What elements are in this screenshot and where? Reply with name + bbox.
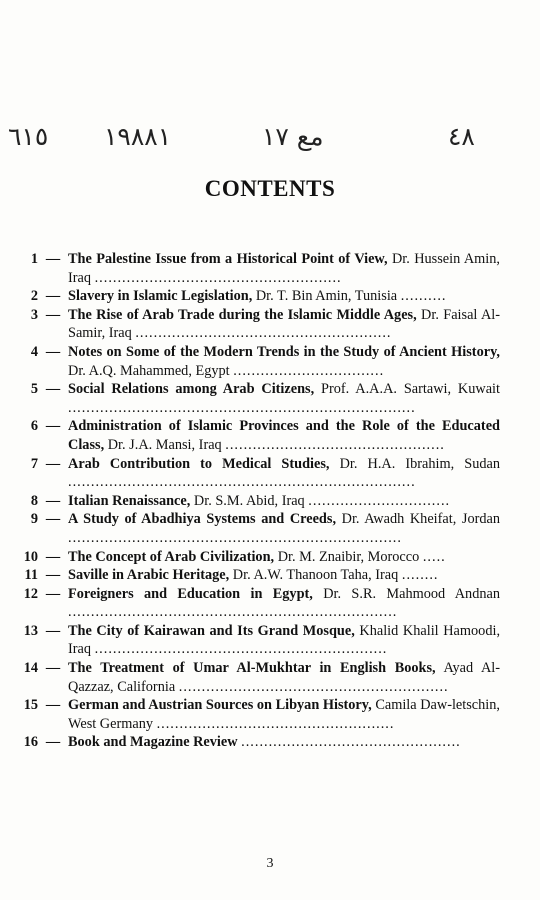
handwritten-mark-1: ٦١٥	[8, 122, 49, 151]
entry-title: Notes on Some of the Modern Trends in the Study of Ancient History,	[68, 343, 500, 360]
toc-entry	[14, 659, 500, 696]
page-number: 3	[266, 856, 274, 871]
entry-text	[68, 566, 500, 585]
entry-title: Arab Contribution to Medical Studies,	[68, 455, 330, 472]
entry-text	[68, 380, 500, 417]
toc-entry	[14, 343, 500, 380]
entry-leader-dots: ........................................................	[135, 325, 392, 342]
entry-author: Dr. M. Znaibir, Morocco	[277, 548, 420, 565]
entry-dash: —	[45, 251, 61, 267]
entry-author: Dr. Faisal Al-Samir, Iraq	[68, 306, 500, 342]
entry-leader-dots: ....................................................	[156, 715, 395, 732]
entry-title: The Treatment of Umar Al-Mukhtar in English Books,	[68, 660, 436, 677]
toc-entry	[14, 566, 500, 585]
entry-number: 5	[30, 381, 38, 398]
entry-leader-dots: .................................	[233, 362, 385, 379]
entry-dash: —	[45, 548, 61, 565]
entry-author: Dr. S.M. Abid, Iraq	[193, 492, 305, 509]
entry-number: 1	[30, 251, 38, 267]
entry-text	[68, 510, 500, 547]
toc-entry	[14, 250, 500, 287]
entry-leader-dots: ........................................................................	[68, 604, 398, 621]
toc-entry	[14, 548, 500, 567]
entry-number: 15	[23, 697, 38, 714]
entry-dash: —	[45, 455, 61, 472]
entry-dash: —	[45, 697, 61, 714]
entry-author: Khalid Khalil Hamoodi, Iraq	[68, 622, 501, 658]
toc-entry	[14, 696, 500, 733]
entry-leader-dots: ................................................	[225, 436, 445, 453]
toc-entry	[14, 492, 500, 511]
entry-leader-dots: .....	[422, 548, 446, 565]
entry-author: Dr. Hussein Amin, Iraq	[68, 251, 500, 286]
entry-number: 4	[30, 343, 38, 360]
toc-entry	[14, 455, 500, 492]
entry-dash: —	[45, 567, 61, 584]
entry-text	[68, 492, 500, 511]
entry-number: 11	[24, 567, 38, 584]
entry-text	[68, 306, 500, 343]
entry-author: Dr. J.A. Mansi, Iraq	[107, 436, 222, 453]
entry-dash: —	[45, 306, 61, 323]
entry-author: Dr. Awadh Kheifat, Jordan	[341, 511, 501, 528]
entry-leader-dots: ...........................................................	[178, 678, 449, 695]
entry-leader-dots: ............................................................................	[68, 399, 416, 416]
entry-number: 12	[23, 585, 38, 602]
entry-text	[68, 733, 500, 752]
entry-text	[68, 659, 500, 696]
entry-title: Foreigners and Education in Egypt,	[68, 585, 313, 602]
entry-leader-dots: ................................................	[241, 734, 461, 751]
entry-title: German and Austrian Sources on Libyan History,	[68, 697, 372, 714]
entry-dash: —	[45, 418, 61, 435]
entry-author: Camila Daw-letschin, West Germany	[68, 697, 500, 732]
entry-author: Dr. A.W. Thanoon Taha, Iraq	[232, 567, 399, 584]
entry-text	[68, 622, 500, 659]
entry-text	[68, 696, 500, 733]
entry-number: 8	[30, 492, 38, 509]
toc-entry	[14, 306, 500, 343]
entry-title: The Concept of Arab Civilization,	[68, 548, 275, 565]
entry-dash: —	[45, 734, 61, 751]
entry-title: Social Relations among Arab Citizens,	[68, 381, 315, 398]
entry-leader-dots: ........	[401, 567, 439, 584]
entry-author: Ayad Al-Qazzaz, California	[68, 660, 501, 695]
entry-leader-dots: ...............................	[308, 492, 451, 509]
entry-title: A Study of Abadhiya Systems and Creeds,	[68, 511, 337, 528]
entry-title: Administration of Islamic Provinces and the Role of the Educated Class,	[68, 418, 500, 453]
entry-text	[68, 287, 500, 306]
entry-title: Saville in Arabic Heritage,	[68, 567, 230, 584]
entry-number: 9	[30, 511, 38, 528]
entry-dash: —	[45, 288, 61, 305]
entry-author: Dr. A.Q. Mahammed, Egypt	[68, 362, 230, 379]
entry-number: 7	[30, 455, 38, 472]
entry-number: 10	[23, 548, 38, 565]
entry-number: 6	[30, 418, 38, 435]
entry-dash: —	[45, 622, 61, 639]
handwritten-mark-4: ٤٨	[448, 122, 475, 151]
entry-dash: —	[45, 585, 61, 602]
entry-leader-dots: ................................................................	[94, 641, 388, 658]
entry-leader-dots: .........................................................................	[68, 529, 402, 546]
entry-text	[68, 585, 500, 622]
entry-text	[68, 455, 500, 492]
toc-entry	[14, 510, 500, 547]
entry-dash: —	[45, 343, 61, 360]
entry-number: 3	[30, 306, 38, 323]
entry-dash: —	[45, 511, 61, 528]
toc-entry	[14, 380, 500, 417]
entry-dash: —	[45, 660, 61, 677]
entry-text	[68, 548, 500, 567]
entry-title: Book and Magazine Review	[68, 734, 238, 751]
page-title: CONTENTS	[204, 176, 336, 201]
entry-author: Dr. H.A. Ibrahim, Sudan	[339, 455, 501, 472]
entry-number: 13	[23, 622, 38, 639]
entry-title: The Palestine Issue from a Historical Point of View,	[68, 251, 388, 267]
entry-title: Italian Renaissance,	[68, 492, 191, 509]
entry-title: The City of Kairawan and Its Grand Mosque,	[68, 622, 355, 639]
entry-text	[68, 417, 500, 454]
entry-number: 16	[23, 734, 38, 751]
handwritten-annotations	[0, 122, 540, 162]
toc-entry	[14, 733, 500, 752]
entry-dash: —	[45, 381, 61, 398]
entry-dash: —	[45, 492, 61, 509]
entry-author: Dr. S.R. Mahmood Andnan	[323, 585, 500, 602]
entry-number: 14	[23, 660, 38, 677]
entry-number: 2	[30, 288, 38, 305]
entry-leader-dots: ......................................................	[94, 269, 342, 286]
toc-entry	[14, 287, 500, 306]
toc-entry	[14, 585, 500, 622]
entry-leader-dots: ..........	[400, 288, 447, 305]
entry-title: Slavery in Islamic Legislation,	[68, 288, 253, 305]
handwritten-mark-3: مع ١٧	[262, 122, 324, 151]
entry-author: Prof. A.A.A. Sartawi, Kuwait	[321, 381, 500, 398]
entry-title: The Rise of Arab Trade during the Islamic Middle Ages,	[68, 306, 417, 323]
handwritten-mark-2: ١٩٨٨١	[104, 122, 172, 151]
entry-author: Dr. T. Bin Amin, Tunisia	[255, 288, 398, 305]
toc-entry	[14, 622, 500, 659]
entry-leader-dots: ............................................................................	[68, 474, 416, 491]
entry-text	[68, 343, 500, 380]
entry-text	[68, 250, 500, 287]
table-of-contents	[14, 250, 500, 752]
toc-entry	[14, 417, 500, 454]
